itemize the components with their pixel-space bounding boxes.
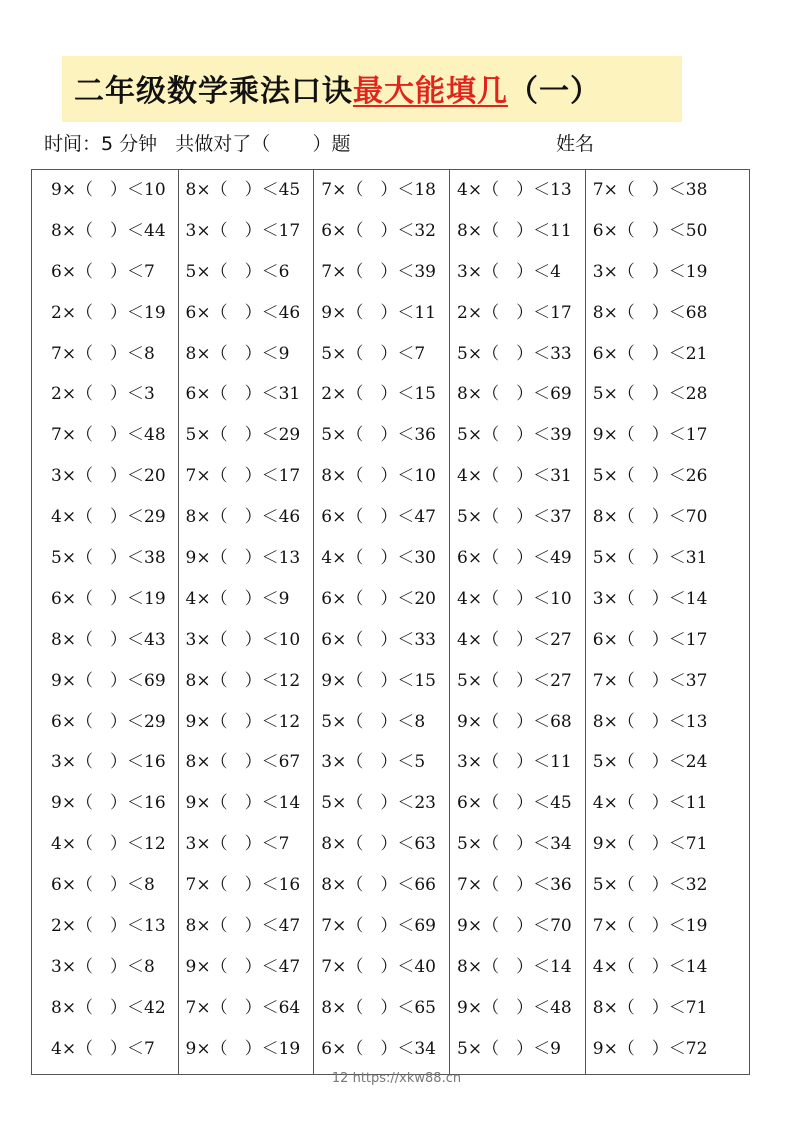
exercise-item[interactable]: 5×（ ）＜29 <box>185 425 301 446</box>
exercise-item[interactable]: 5×（ ）＜23 <box>321 793 436 814</box>
exercise-item[interactable]: 6×（ ）＜19 <box>51 588 166 609</box>
exercise-column <box>32 170 179 1074</box>
exercise-item[interactable]: 8×（ ）＜44 <box>51 220 166 241</box>
exercise-item[interactable]: 6×（ ）＜34 <box>321 1038 436 1059</box>
exercise-item[interactable]: 5×（ ）＜32 <box>592 875 708 896</box>
exercise-item[interactable]: 4×（ ）＜13 <box>457 180 572 200</box>
exercise-item[interactable]: 8×（ ）＜63 <box>321 834 436 855</box>
exercise-item[interactable]: 5×（ ）＜37 <box>457 507 572 528</box>
exercise-item[interactable]: 8×（ ）＜45 <box>185 180 301 200</box>
exercise-item[interactable]: 3×（ ）＜10 <box>185 629 301 650</box>
exercise-item[interactable]: 7×（ ）＜48 <box>51 425 166 446</box>
exercise-item[interactable]: 5×（ ）＜28 <box>592 384 708 405</box>
exercise-item[interactable]: 2×（ ）＜19 <box>51 302 166 323</box>
exercise-item[interactable]: 9×（ ）＜15 <box>321 670 436 691</box>
exercise-item[interactable]: 9×（ ）＜10 <box>51 180 166 200</box>
exercise-item[interactable]: 6×（ ）＜8 <box>51 875 155 896</box>
title-main: 二年级数学乘法口诀 <box>74 74 353 109</box>
exercise-item[interactable]: 7×（ ）＜18 <box>321 180 436 200</box>
exercise-item[interactable]: 6×（ ）＜21 <box>592 343 708 364</box>
exercise-item[interactable]: 7×（ ）＜8 <box>51 343 155 364</box>
exercise-column <box>586 170 749 1074</box>
exercise-item[interactable]: 4×（ ）＜9 <box>185 588 290 609</box>
exercise-item[interactable]: 3×（ ）＜5 <box>321 752 426 773</box>
exercise-item[interactable]: 6×（ ）＜29 <box>51 711 166 732</box>
exercise-item[interactable]: 5×（ ）＜39 <box>457 425 572 446</box>
exercise-item[interactable]: 4×（ ）＜30 <box>321 548 436 569</box>
exercise-item[interactable]: 7×（ ）＜64 <box>185 997 301 1018</box>
exercise-item[interactable]: 4×（ ）＜27 <box>457 629 572 650</box>
exercise-item[interactable]: 4×（ ）＜12 <box>51 834 166 855</box>
exercise-item[interactable]: 8×（ ）＜65 <box>321 997 436 1018</box>
exercise-item[interactable]: 8×（ ）＜66 <box>321 875 436 896</box>
exercise-item[interactable]: 9×（ ）＜14 <box>185 793 301 814</box>
exercise-item[interactable]: 8×（ ）＜68 <box>592 302 708 323</box>
exercise-item[interactable]: 2×（ ）＜13 <box>51 916 166 937</box>
exercise-item[interactable]: 6×（ ）＜17 <box>592 629 708 650</box>
exercise-item[interactable]: 5×（ ）＜27 <box>457 670 572 691</box>
exercise-item[interactable]: 6×（ ）＜46 <box>185 302 301 323</box>
exercise-item[interactable]: 8×（ ）＜43 <box>51 629 166 650</box>
exercise-item[interactable]: 6×（ ）＜7 <box>51 261 155 282</box>
exercise-item[interactable]: 8×（ ）＜42 <box>51 997 166 1018</box>
exercise-item[interactable]: 6×（ ）＜20 <box>321 588 436 609</box>
exercise-item[interactable]: 7×（ ）＜39 <box>321 261 436 282</box>
exercise-item[interactable]: 5×（ ）＜33 <box>457 343 572 364</box>
exercise-item[interactable]: 7×（ ）＜17 <box>185 466 301 487</box>
exercise-item[interactable]: 9×（ ）＜16 <box>51 793 166 814</box>
exercise-item[interactable]: 6×（ ）＜33 <box>321 629 436 650</box>
exercise-item[interactable]: 3×（ ）＜14 <box>592 588 708 609</box>
exercise-item[interactable]: 8×（ ）＜10 <box>321 466 436 487</box>
exercise-item[interactable]: 6×（ ）＜32 <box>321 220 436 241</box>
exercise-item[interactable]: 9×（ ）＜12 <box>185 711 301 732</box>
exercise-item[interactable]: 8×（ ）＜70 <box>592 507 708 528</box>
exercise-item[interactable]: 9×（ ）＜11 <box>321 302 436 323</box>
exercise-item[interactable]: 9×（ ）＜70 <box>457 916 572 937</box>
exercise-column <box>179 170 315 1074</box>
exercise-item[interactable]: 5×（ ）＜38 <box>51 548 166 569</box>
exercise-item[interactable]: 3×（ ）＜4 <box>457 261 561 282</box>
exercise-item[interactable]: 8×（ ）＜67 <box>185 752 301 773</box>
exercise-item[interactable]: 6×（ ）＜49 <box>457 548 572 569</box>
exercise-column <box>314 170 450 1074</box>
exercise-item[interactable]: 4×（ ）＜31 <box>457 466 572 487</box>
exercise-grid <box>31 169 750 1075</box>
exercise-item[interactable]: 7×（ ）＜36 <box>457 875 572 896</box>
exercise-item[interactable]: 8×（ ）＜69 <box>457 384 572 405</box>
exercise-item[interactable]: 7×（ ）＜16 <box>185 875 301 896</box>
exercise-item[interactable]: 9×（ ）＜19 <box>185 1038 301 1059</box>
exercise-item[interactable]: 7×（ ）＜40 <box>321 956 436 977</box>
exercise-item[interactable]: 9×（ ）＜68 <box>457 711 572 732</box>
title-highlight: 最大能填几 <box>353 74 508 109</box>
exercise-item[interactable]: 2×（ ）＜15 <box>321 384 436 405</box>
exercise-item[interactable]: 4×（ ）＜10 <box>457 588 572 609</box>
exercise-item[interactable]: 5×（ ）＜31 <box>592 548 708 569</box>
exercise-item[interactable]: 2×（ ）＜3 <box>51 384 155 405</box>
exercise-item[interactable]: 4×（ ）＜29 <box>51 507 166 528</box>
exercise-item[interactable]: 9×（ ）＜13 <box>185 548 301 569</box>
exercise-item[interactable]: 5×（ ）＜36 <box>321 425 436 446</box>
exercise-item[interactable]: 4×（ ）＜14 <box>592 956 708 977</box>
exercise-item[interactable]: 9×（ ）＜17 <box>592 425 708 446</box>
exercise-item[interactable]: 9×（ ）＜72 <box>592 1038 708 1059</box>
exercise-item[interactable]: 7×（ ）＜38 <box>592 180 708 200</box>
exercise-item[interactable]: 9×（ ）＜47 <box>185 956 301 977</box>
page-title <box>74 70 601 114</box>
exercise-item[interactable]: 5×（ ）＜34 <box>457 834 572 855</box>
exercise-item[interactable]: 8×（ ）＜13 <box>592 711 708 732</box>
exercise-item[interactable]: 5×（ ）＜8 <box>321 711 426 732</box>
exercise-item[interactable]: 5×（ ）＜26 <box>592 466 708 487</box>
exercise-item[interactable]: 6×（ ）＜47 <box>321 507 436 528</box>
exercise-item[interactable]: 5×（ ）＜24 <box>592 752 708 773</box>
exercise-item[interactable]: 3×（ ）＜8 <box>51 956 155 977</box>
exercise-item[interactable]: 8×（ ）＜9 <box>185 343 290 364</box>
exercise-item[interactable]: 6×（ ）＜50 <box>592 220 708 241</box>
exercise-item[interactable]: 6×（ ）＜31 <box>185 384 301 405</box>
exercise-item[interactable]: 7×（ ）＜69 <box>321 916 436 937</box>
exercise-item[interactable]: 8×（ ）＜11 <box>457 220 572 241</box>
footer-url: 12 https://xkw88.cn <box>331 1071 462 1086</box>
exercise-item[interactable]: 8×（ ）＜12 <box>185 670 301 691</box>
exercise-item[interactable]: 8×（ ）＜71 <box>592 997 708 1018</box>
exercise-item[interactable]: 3×（ ）＜16 <box>51 752 166 773</box>
exercise-item[interactable]: 9×（ ）＜69 <box>51 670 166 691</box>
exercise-column <box>450 170 586 1074</box>
exercise-item[interactable]: 9×（ ）＜48 <box>457 997 572 1018</box>
info-time-score: 时间：5 分钟 共做对了（ ）题 <box>44 133 351 155</box>
exercise-item[interactable]: 6×（ ）＜45 <box>457 793 572 814</box>
exercise-item[interactable]: 9×（ ）＜71 <box>592 834 708 855</box>
exercise-item[interactable]: 7×（ ）＜37 <box>592 670 708 691</box>
exercise-item[interactable]: 3×（ ）＜17 <box>185 220 301 241</box>
exercise-item[interactable]: 5×（ ）＜6 <box>185 261 290 282</box>
exercise-item[interactable]: 3×（ ）＜19 <box>592 261 708 282</box>
exercise-item[interactable]: 4×（ ）＜7 <box>51 1038 155 1059</box>
exercise-item[interactable]: 8×（ ）＜46 <box>185 507 301 528</box>
exercise-item[interactable]: 4×（ ）＜11 <box>592 793 708 814</box>
exercise-item[interactable]: 5×（ ）＜7 <box>321 343 426 364</box>
exercise-item[interactable]: 5×（ ）＜9 <box>457 1038 561 1059</box>
exercise-item[interactable]: 8×（ ）＜47 <box>185 916 301 937</box>
exercise-item[interactable]: 2×（ ）＜17 <box>457 302 572 323</box>
title-suffix: （一） <box>508 74 601 109</box>
exercise-item[interactable]: 3×（ ）＜20 <box>51 466 166 487</box>
exercise-item[interactable]: 8×（ ）＜14 <box>457 956 572 977</box>
exercise-item[interactable]: 3×（ ）＜7 <box>185 834 290 855</box>
info-name-label: 姓名 <box>556 133 595 155</box>
exercise-item[interactable]: 7×（ ）＜19 <box>592 916 708 937</box>
exercise-item[interactable]: 3×（ ）＜11 <box>457 752 572 773</box>
